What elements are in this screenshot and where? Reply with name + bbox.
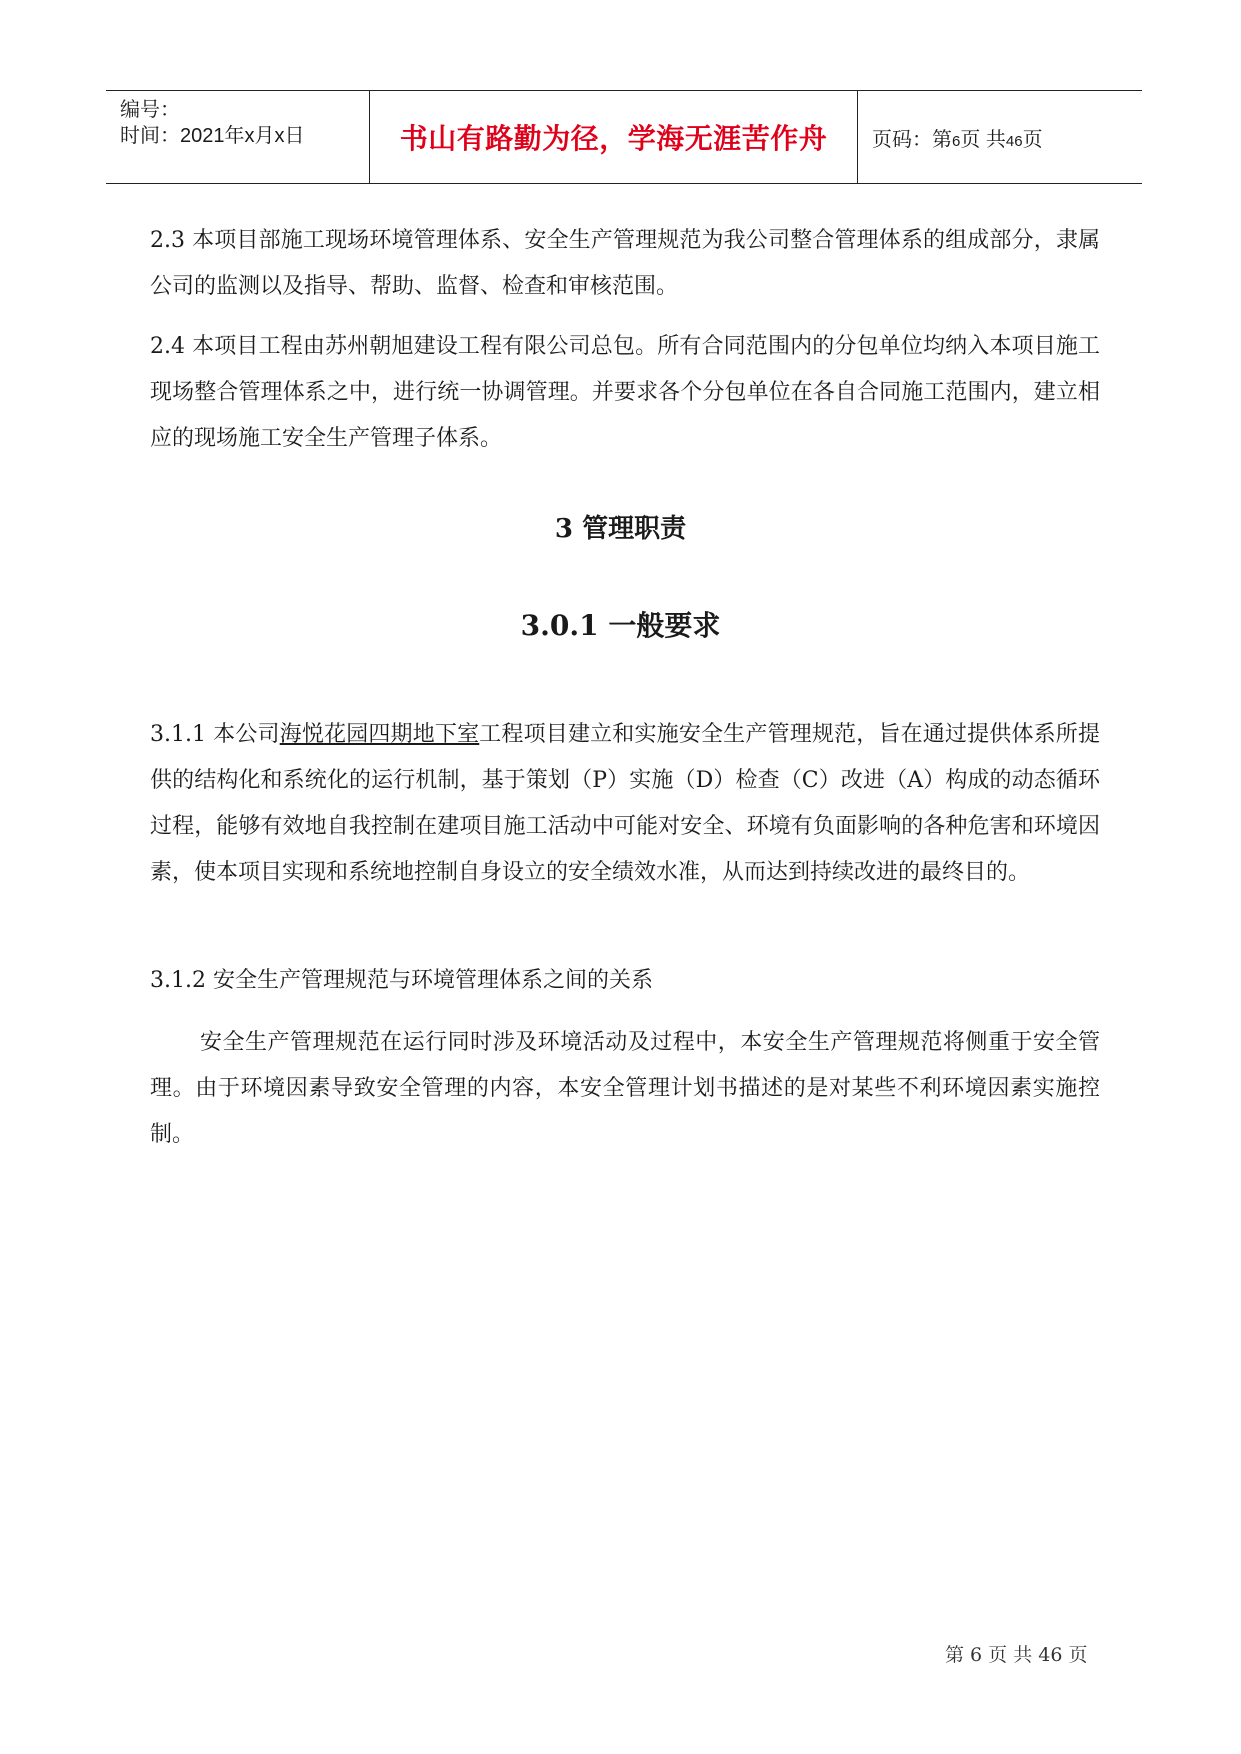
header-info-cell (106, 91, 370, 183)
page-header (106, 90, 1142, 184)
document-date: 时间：2021年x月x日 (120, 125, 305, 147)
page-indicator: 页码：第6页 共46页 (872, 128, 1043, 151)
header-page-cell (858, 91, 1142, 183)
header-motto-cell (370, 91, 858, 183)
paragraph-relationship: 安全生产管理规范在运行同时涉及环境活动及过程中，本安全生产管理规范将侧重于安全管理。由于环境因素导致安全管理的内容，本安全管理计划书描述的是对某些不利环境因素实施控制。 (150, 1030, 1100, 1147)
paragraph-3-1-1: 3.1.1 本公司海悦花园四期地下室工程项目建立和实施安全生产管理规范，旨在通过提供体系所提供的结构化和系统化的运行机制，基于策划（P）实施（D）检查（C）改进（A）构成的动态循环过程，能够有效地自我控制在建项目施工活动中可能对安全、环境有负面影响的各种危害和环境因素，使本项目实现和系统地控制自身设立的安全绩效水准，从而达到持续改进的最终目的。 (150, 722, 1100, 885)
motto-text: 书山有路勤为径，学海无涯苦作舟 (399, 122, 828, 155)
subsection-heading-3-0-1: 3.0.1 一般要求 (520, 609, 721, 642)
paragraph-2-3: 2.3 本项目部施工现场环境管理体系、安全生产管理规范为我公司整合管理体系的组成部分，隶属公司的监测以及指导、帮助、监督、检查和审核范围。 (150, 228, 1100, 299)
project-name: 海悦花园四期地下室 (279, 722, 480, 747)
document-number-label: 编号： (120, 99, 180, 121)
section-heading-3: 3 管理职责 (554, 514, 687, 544)
page-footer: 第 6 页 共 46 页 (945, 1644, 1088, 1666)
paragraph-3-1-2: 3.1.2 安全生产管理规范与环境管理体系之间的关系 (150, 968, 653, 993)
paragraph-2-4: 2.4 本项目工程由苏州朝旭建设工程有限公司总包。所有合同范围内的分包单位均纳入本项目施工现场整合管理体系之中，进行统一协调管理。并要求各个分包单位在各自合同施工范围内，建立相应的现场施工安全生产管理子体系。 (150, 334, 1100, 451)
